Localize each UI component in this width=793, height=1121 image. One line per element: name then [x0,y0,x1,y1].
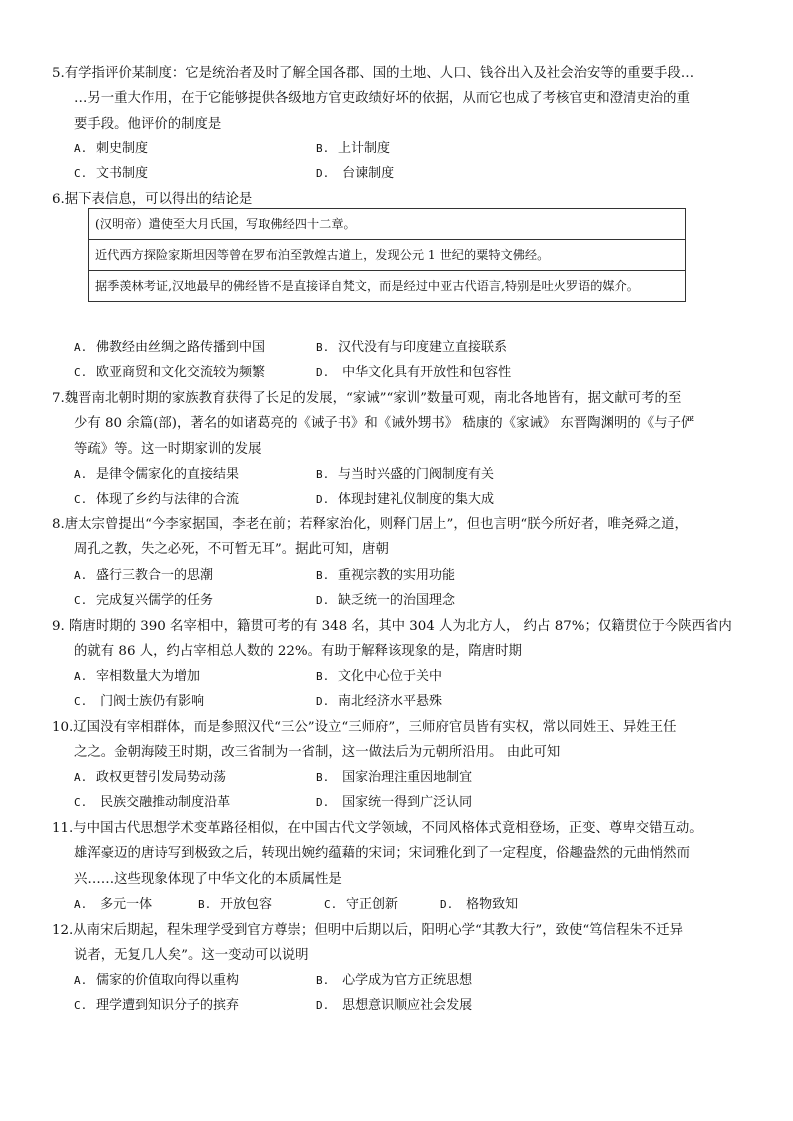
option-b[interactable]: B. 开放包容 [198,897,273,912]
question-7 [52,386,752,462]
stem-line: 12.从南宋后期起，程朱理学受到官方尊崇；但明中后期以后，阳明心学“其教大行”，致使“笃信程朱不迁异 [52,923,684,938]
table-cell: 据季羡林考证,汉地最早的佛经皆不是直接译自梵文，而是经过中亚古代语言,特别是吐火罗语的媒介。 [89,271,686,302]
option-a[interactable]: A. 多元一体 [74,897,153,912]
option-b[interactable]: B. 文化中心位于关中 [316,669,443,684]
stem-line: 少有 80 余篇(部)，著名的如诸葛亮的《诫子书》和《诫外甥书》 嵇康的《家诫》 东晋陶渊明的《与子俨 [74,416,695,432]
question-stem [52,918,752,969]
table-cell: (汉明帝）遣使至大月氏国，写取佛经四十二章。 [89,209,686,240]
option-d[interactable]: D. 中华文化具有开放性和包容性 [316,365,512,380]
option-d[interactable]: D. 台谏制度 [316,166,395,181]
option-c[interactable]: C. 欧亚商贸和文化交流较为频繁 [74,365,266,380]
option-a[interactable]: A. 佛教经由丝绸之路传播到中国 [74,340,266,355]
option-d[interactable]: D. 国家统一得到广泛认同 [316,795,473,810]
question-9 [52,614,752,665]
option-c[interactable]: C. 守正创新 [324,897,399,912]
stem-line: 7.魏晋南北朝时期的家族教育获得了长足的发展，“家诫”“家训”数量可观，南北各地皆有，据文献可考的至 [52,391,682,406]
stem-line: 之之。金朝海陵王时期，改三省制为一省制，这一做法后为元朝所沿用。 由此可知 [74,745,561,761]
table-row [89,271,686,302]
stem-line: …另一重大作用，在于它能够提供各级地方官吏政绩好坏的依据，从而它也成了考核官吏和澄清吏治的重 [74,91,690,107]
stem-line: 雄浑豪迈的唐诗写到极致之后，转现出婉约蕴藉的宋词；宋词雅化到了一定程度，俗趣盎然的元曲悄然而 [74,846,690,862]
stem-line: 要手段。他评价的制度是 [74,116,222,132]
option-a[interactable]: A. 儒家的价值取向得以重构 [74,973,240,988]
question-11 [52,816,752,892]
stem-line: 6.据下表信息，可以得出的结论是 [52,192,253,207]
option-c[interactable]: C. 门阀士族仍有影响 [74,694,205,709]
option-b[interactable]: B. 重视宗教的实用功能 [316,568,456,583]
stem-line: 等疏》等。这一时期家训的发展 [74,441,262,457]
question-stem [52,61,752,137]
option-d[interactable]: D. 格物致知 [440,897,519,912]
stem-line: 11.与中国古代思想学术变革路径相似，在中国古代文学领域，不同风格体式竟相登场，正变、尊卑交错互动。 [52,821,703,836]
question-stem [52,512,752,563]
option-c[interactable]: C. 完成复兴儒学的任务 [74,593,214,608]
question-stem [52,386,752,462]
source-table [88,208,686,302]
option-a[interactable]: A. 政权更替引发局势动荡 [74,770,227,785]
option-d[interactable]: D. 缺乏统一的治国理念 [316,593,456,608]
stem-line: 5.有学指评价某制度：它是统治者及时了解全国各郡、国的土地、人口、钱谷出入及社会治安等的重要手段… [52,66,695,81]
option-b[interactable]: B. 国家治理注重因地制宜 [316,770,473,785]
option-d[interactable]: D. 南北经济水平悬殊 [316,694,443,709]
question-12 [52,918,752,969]
option-c[interactable]: C. 民族交融推动制度沿革 [74,795,231,810]
question-stem [52,614,752,665]
question-stem [52,715,752,766]
stem-line: 的就有 86 人，约占宰相总人数的 22%。有助于解释该现象的是，隋唐时期 [74,644,522,660]
option-a[interactable]: A. 是律令儒家化的直接结果 [74,467,240,482]
stem-line: 9. 隋唐时期的 390 名宰相中，籍贯可考的有 348 名，其中 304 人为北方人， 约占 87%；仅籍贯位于今陕西省内 [52,619,732,634]
option-a[interactable]: A. 刺史制度 [74,141,149,156]
option-b[interactable]: B. 上计制度 [316,141,391,156]
option-d[interactable]: D. 体现封建礼仪制度的集大成 [316,492,495,507]
stem-line: 说者，无复几人矣”。这一变动可以说明 [74,948,309,964]
table-row [89,240,686,271]
option-c[interactable]: C. 文书制度 [74,166,149,181]
question-stem [52,816,752,892]
option-c[interactable]: C. 理学遭到知识分子的摈弃 [74,998,240,1013]
question-5 [52,61,752,137]
option-c[interactable]: C. 体现了乡约与法律的合流 [74,492,240,507]
table-row [89,209,686,240]
stem-line: 周孔之教，失之必死，不可暂无耳”。据此可知，唐朝 [74,542,389,558]
question-10 [52,715,752,766]
option-b[interactable]: B. 心学成为官方正统思想 [316,973,473,988]
option-a[interactable]: A. 宰相数量大为增加 [74,669,201,684]
option-b[interactable]: B. 与当时兴盛的门阀制度有关 [316,467,495,482]
table-cell: 近代西方探险家斯坦因等曾在罗布泊至敦煌古道上，发现公元 1 世纪的粟特文佛经。 [89,240,686,271]
stem-line: 8.唐太宗曾提出“今李家据国，李老在前；若释家治化，则释门居上”，但也言明“朕今所好者，唯尧舜之道， [52,517,688,532]
option-b[interactable]: B. 汉代没有与印度建立直接联系 [316,340,508,355]
option-d[interactable]: D. 思想意识顺应社会发展 [316,998,473,1013]
option-a[interactable]: A. 盛行三教合一的思潮 [74,568,214,583]
stem-line: 10.辽国没有宰相群体，而是参照汉代“三公”设立“三师府”，三师府官员皆有实权，常以同姓王、异姓王任 [52,720,677,735]
question-8 [52,512,752,563]
stem-line: 兴……这些现象体现了中华文化的本质属性是 [74,871,342,887]
